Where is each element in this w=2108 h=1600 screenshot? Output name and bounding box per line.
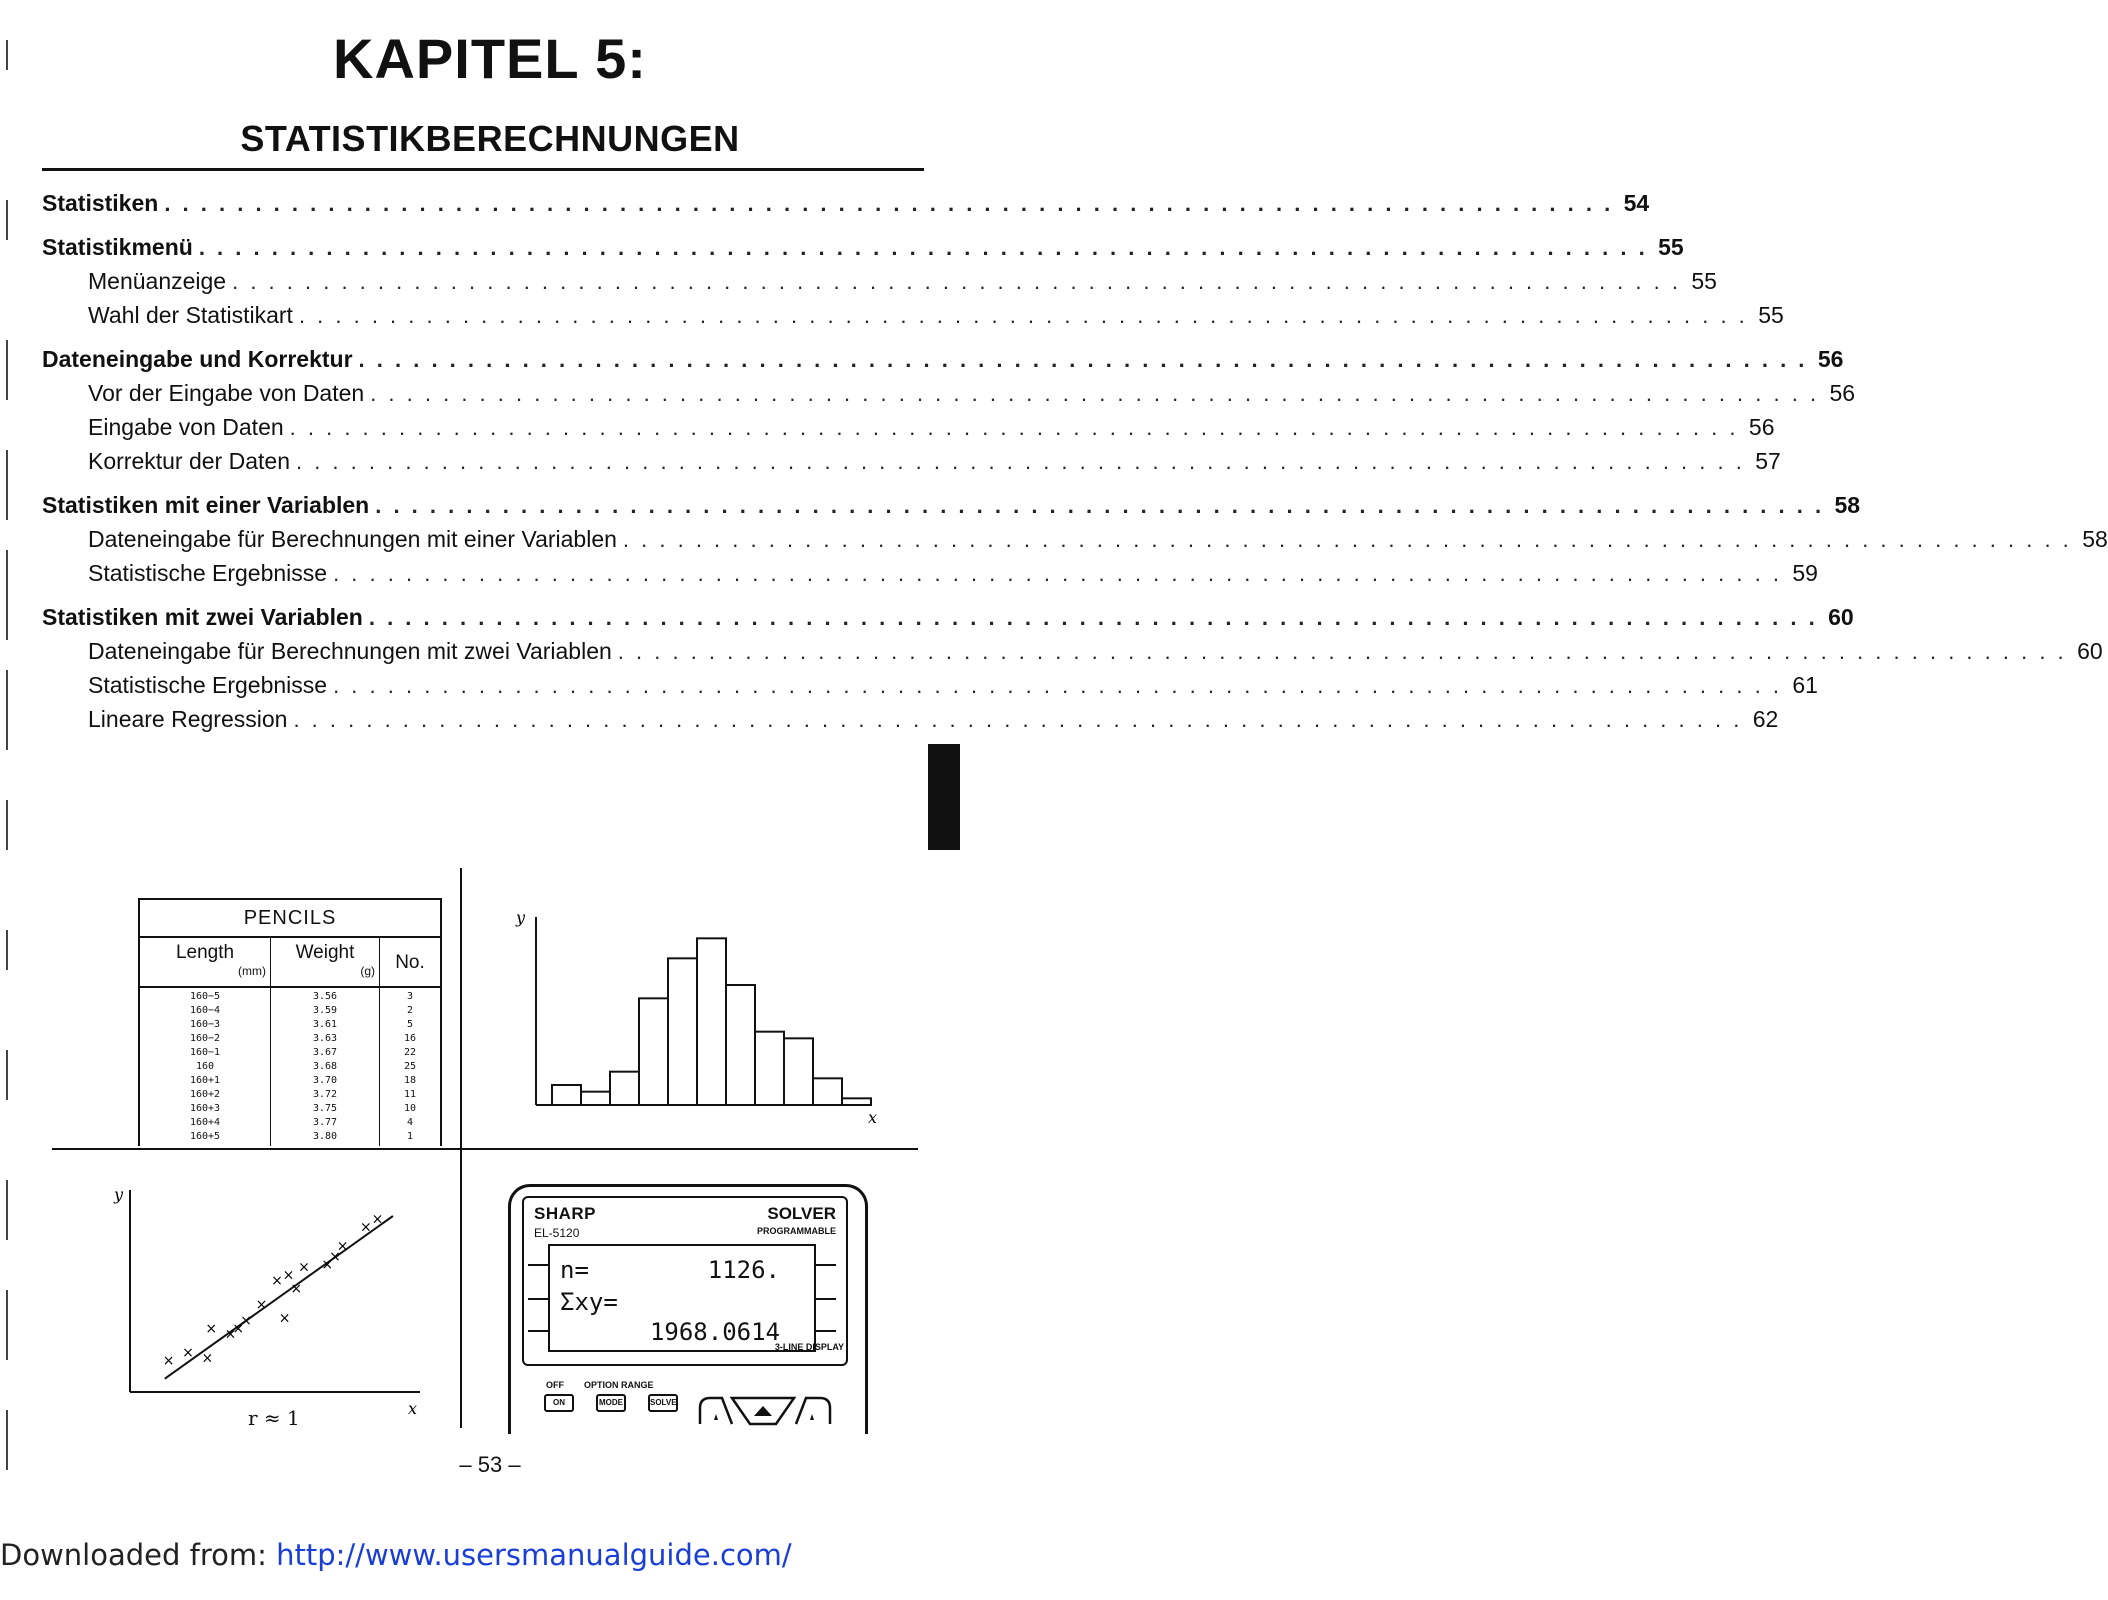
lcd-tick bbox=[816, 1330, 836, 1332]
footer-prefix: Downloaded from: bbox=[0, 1538, 277, 1572]
lcd-line3-value: 1968.0614 bbox=[649, 1318, 780, 1346]
toc-entry bbox=[42, 190, 1650, 220]
histogram-bar bbox=[697, 938, 726, 1105]
toc-entry bbox=[42, 414, 1775, 444]
lcd-tick bbox=[816, 1264, 836, 1266]
table-cell: 1 bbox=[406, 1131, 414, 1142]
toc-leader-dots: . . . . . . . . . . . . . . . . . . . . . . . . . . . . . . . . . . . . . . . . . . . . . . . . . . . . . . . . . . . . . . . . . . . . . . . . . . . . . . . . bbox=[622, 527, 2072, 552]
scatter-point: × bbox=[282, 1267, 295, 1284]
table-cell: 25 bbox=[403, 1061, 417, 1072]
table-cell: 3.68 bbox=[312, 1061, 338, 1072]
option-range-label: OPTION RANGE bbox=[584, 1380, 654, 1390]
scatter-point: × bbox=[240, 1313, 252, 1329]
calculator-model: EL-5120 bbox=[534, 1226, 580, 1240]
scatter-point: × bbox=[371, 1211, 384, 1228]
toc-leader-dots: . . . . . . . . . . . . . . . . . . . . . . . . . . . . . . . . . . . . . . . . . . . . . . . . . . . . . . . . . . . . . . . . . . . . . . . . . . . . . . . . bbox=[333, 673, 1782, 698]
table-cell: 3.75 bbox=[312, 1103, 338, 1114]
histogram-bar bbox=[726, 985, 755, 1105]
count-cells bbox=[380, 990, 440, 1144]
weight-cells bbox=[271, 990, 379, 1144]
toc-entry-label: Statistiken mit zwei Variablen bbox=[42, 604, 363, 630]
toc-entry-label: Wahl der Statistikart bbox=[88, 302, 293, 328]
count-column bbox=[380, 938, 440, 1146]
table-cell: 160+5 bbox=[189, 1131, 221, 1142]
table-cell: 3.59 bbox=[312, 1005, 338, 1016]
histogram-bar bbox=[552, 1085, 581, 1105]
toc-entry-page: 57 bbox=[1755, 448, 1781, 474]
chapter-tab-marker bbox=[928, 744, 960, 850]
count-header bbox=[380, 938, 440, 988]
table-cell: 3.63 bbox=[312, 1033, 338, 1044]
toc-entry-label: Statistische Ergebnisse bbox=[88, 560, 328, 586]
toc-entry bbox=[42, 302, 1784, 332]
toc-entry-page: 60 bbox=[2077, 638, 2103, 664]
table-cell: 4 bbox=[406, 1117, 414, 1128]
toc-leader-dots: . . . . . . . . . . . . . . . . . . . . . . . . . . . . . . . . . . . . . . . . . . . . . . . . . . . . . . . . . . . . . . . . . . . . . . . . . . . . . . . . bbox=[333, 561, 1782, 586]
table-cell: 11 bbox=[403, 1089, 417, 1100]
x-axis-label: x bbox=[408, 1399, 418, 1418]
histogram-bar bbox=[581, 1092, 610, 1105]
scatter-point: × bbox=[201, 1350, 214, 1367]
scatter-point: × bbox=[232, 1321, 245, 1337]
page-number: – 53 – bbox=[459, 1452, 521, 1477]
table-cell: 16 bbox=[403, 1033, 417, 1044]
table-cell: 160−5 bbox=[189, 991, 221, 1002]
table-cell: 160+4 bbox=[189, 1117, 221, 1128]
toc-entry-label: Statistikmenü bbox=[42, 234, 193, 260]
toc-entry-page: 62 bbox=[1752, 706, 1779, 732]
table-cell: 160−3 bbox=[189, 1019, 221, 1030]
scatter-point: × bbox=[271, 1273, 283, 1289]
weight-header-label: Weight bbox=[295, 942, 355, 963]
scatter-point: × bbox=[321, 1257, 334, 1273]
correlation-label: r ≈ 1 bbox=[248, 1406, 300, 1430]
table-cell: 160−4 bbox=[189, 1005, 221, 1016]
toc-entry-page: 61 bbox=[1792, 672, 1818, 698]
y-axis-label: y bbox=[516, 908, 526, 927]
scatter-point: × bbox=[329, 1249, 341, 1265]
length-header bbox=[140, 938, 270, 988]
lcd-line1-label: n= bbox=[560, 1256, 589, 1284]
lcd-line1-value: 1126. bbox=[707, 1256, 780, 1284]
toc-entry-page: 55 bbox=[1758, 302, 1784, 328]
toc-entry bbox=[42, 492, 1861, 522]
toc-leader-dots: . . . . . . . . . . . . . . . . . . . . . . . . . . . . . . . . . . . . . . . . . . . . . . . . . . . . . . . . . . . . . . . . . . . . . . . . . . . . . . . . bbox=[164, 191, 1614, 216]
table-cell: 160 bbox=[195, 1061, 215, 1072]
toc-entry-page: 55 bbox=[1658, 234, 1684, 260]
toc-leader-dots: . . . . . . . . . . . . . . . . . . . . . . . . . . . . . . . . . . . . . . . . . . . . . . . . . . . . . . . . . . . . . . . . . . . . . . . . . . . . . . . . bbox=[298, 303, 1748, 328]
table-cell: 160−2 bbox=[189, 1033, 221, 1044]
histogram-bar bbox=[610, 1072, 639, 1105]
table-title: PENCILS bbox=[140, 900, 440, 938]
lcd-tick bbox=[528, 1330, 548, 1332]
toc-leader-dots: . . . . . . . . . . . . . . . . . . . . . . . . . . . . . . . . . . . . . . . . . . . . . . . . . . . . . . . . . . . . . . . . . . . . . . . . . . . . . . . . bbox=[370, 381, 1820, 406]
toc-entry-label: Eingabe von Daten bbox=[88, 414, 284, 440]
toc-entry-label: Statistische Ergebnisse bbox=[88, 672, 328, 698]
scatter-point: × bbox=[182, 1345, 194, 1361]
toc-entry-page: 58 bbox=[2082, 526, 2108, 552]
toc-entry bbox=[42, 346, 1844, 376]
toc-leader-dots: . . . . . . . . . . . . . . . . . . . . . . . . . . . . . . . . . . . . . . . . . . . . . . . . . . . . . . . . . . . . . . . . . . . . . . . . . . . . . . . . bbox=[358, 347, 1808, 372]
table-cell: 3.77 bbox=[312, 1117, 338, 1128]
y-axis-label: y bbox=[114, 1185, 124, 1204]
chapter-title: KAPITEL 5: bbox=[333, 27, 647, 90]
calculator-name: SOLVER bbox=[767, 1204, 836, 1223]
display-label: 3-LINE DISPLAY bbox=[774, 1342, 844, 1352]
toc-entry-label: Menüanzeige bbox=[88, 268, 227, 294]
toc-leader-dots: . . . . . . . . . . . . . . . . . . . . . . . . . . . . . . . . . . . . . . . . . . . . . . . . . . . . . . . . . . . . . . . . . . . . . . . . . . . . . . . . bbox=[198, 235, 1648, 260]
toc-entry-label: Dateneingabe und Korrektur bbox=[42, 346, 353, 372]
chapter-subtitle: STATISTIKBERECHNUNGEN bbox=[240, 118, 740, 159]
scatter-point: × bbox=[278, 1310, 291, 1327]
calculator-display-panel bbox=[522, 1196, 848, 1366]
table-cell: 160−1 bbox=[189, 1047, 221, 1058]
toc-entry bbox=[42, 380, 1856, 410]
calculator-subname: PROGRAMMABLE bbox=[757, 1226, 836, 1236]
toc-entry-label: Dateneingabe für Berechnungen mit zwei Variablen bbox=[88, 638, 612, 664]
toc-leader-dots: . . . . . . . . . . . . . . . . . . . . . . . . . . . . . . . . . . . . . . . . . . . . . . . . . . . . . . . . . . . . . . . . . . . . . . . . . . . . . . . . bbox=[289, 415, 1739, 440]
table-cell: 160+1 bbox=[189, 1075, 221, 1086]
lcd-tick bbox=[528, 1298, 548, 1300]
toc-entry-label: Statistiken bbox=[42, 190, 159, 216]
histogram-bar bbox=[784, 1038, 813, 1105]
toc-leader-dots: . . . . . . . . . . . . . . . . . . . . . . . . . . . . . . . . . . . . . . . . . . . . . . . . . . . . . . . . . . . . . . . . . . . . . . . . . . . . . . . . bbox=[293, 707, 1743, 732]
regression-line bbox=[162, 1216, 393, 1379]
table-cell: 18 bbox=[403, 1075, 417, 1086]
toc-entry-label: Dateneingabe für Berechnungen mit einer Variablen bbox=[88, 526, 617, 552]
scatter-point: × bbox=[255, 1297, 268, 1313]
on-button: ON bbox=[544, 1394, 574, 1412]
lcd-line2-label: Σxy= bbox=[560, 1288, 618, 1316]
scatter-point: × bbox=[205, 1321, 218, 1337]
lcd-tick bbox=[816, 1298, 836, 1300]
table-cell: 3.80 bbox=[312, 1131, 338, 1142]
scan-edge-marks bbox=[6, 30, 8, 1490]
cursor-keys-icon bbox=[694, 1386, 844, 1426]
histogram-bar bbox=[639, 998, 668, 1105]
toc-leader-dots: . . . . . . . . . . . . . . . . . . . . . . . . . . . . . . . . . . . . . . . . . . . . . . . . . . . . . . . . . . . . . . . . . . . . . . . . . . . . . . . . bbox=[232, 269, 1681, 294]
calculator-lcd bbox=[548, 1244, 816, 1352]
off-label: OFF bbox=[546, 1380, 564, 1390]
toc-entry-page: 56 bbox=[1748, 414, 1775, 440]
table-cell: 160+2 bbox=[189, 1089, 221, 1100]
table-cell: 3.61 bbox=[312, 1019, 338, 1030]
table-cell: 2 bbox=[406, 1005, 414, 1016]
scatter-point: × bbox=[162, 1353, 175, 1369]
toc-entry bbox=[42, 234, 1684, 264]
toc-entry-label: Vor der Eingabe von Daten bbox=[88, 380, 365, 406]
toc-entry bbox=[42, 672, 1818, 702]
length-header-label: Length bbox=[175, 942, 235, 963]
table-cell: 10 bbox=[403, 1103, 417, 1114]
toc-entry bbox=[42, 526, 2108, 556]
toc-leader-dots: . . . . . . . . . . . . . . . . . . . . . . . . . . . . . . . . . . . . . . . . . . . . . . . . . . . . . . . . . . . . . . . . . . . . . . . . . . . . . . . . bbox=[375, 493, 1825, 518]
toc-entry-page: 55 bbox=[1691, 268, 1717, 294]
toc-entry-page: 58 bbox=[1834, 492, 1861, 518]
toc-entry bbox=[42, 448, 1781, 478]
table-cell: 5 bbox=[406, 1019, 414, 1030]
table-cell: 22 bbox=[403, 1047, 417, 1058]
table-cell: 3.67 bbox=[312, 1047, 338, 1058]
toc-entry-label: Korrektur der Daten bbox=[88, 448, 290, 474]
weight-header-unit: (g) bbox=[360, 964, 375, 978]
histogram-bar bbox=[813, 1078, 842, 1105]
length-header-unit: (mm) bbox=[238, 964, 266, 978]
scatter-point: × bbox=[290, 1281, 303, 1297]
toc-entry-page: 56 bbox=[1829, 380, 1856, 406]
calculator-brand: SHARP bbox=[534, 1204, 597, 1223]
scatter-point: × bbox=[336, 1238, 349, 1255]
table-cell: 3.56 bbox=[312, 991, 338, 1002]
table-cell: 3 bbox=[406, 991, 414, 1002]
toc-entry-page: 60 bbox=[1828, 604, 1854, 630]
weight-header bbox=[271, 938, 379, 988]
toc-leader-dots: . . . . . . . . . . . . . . . . . . . . . . . . . . . . . . . . . . . . . . . . . . . . . . . . . . . . . . . . . . . . . . . . . . . . . . . . . . . . . . . . bbox=[368, 605, 1818, 630]
toc-entry bbox=[42, 638, 2103, 668]
mode-button: MODE bbox=[596, 1394, 626, 1412]
toc-entry-page: 59 bbox=[1792, 560, 1818, 586]
pencils-table bbox=[138, 898, 442, 1146]
toc-entry-label: Statistiken mit einer Variablen bbox=[42, 492, 370, 518]
calculator-illustration bbox=[508, 1184, 868, 1424]
histogram-bar bbox=[842, 1098, 871, 1105]
toc-entry-page: 56 bbox=[1817, 346, 1844, 372]
table-cell: 3.72 bbox=[312, 1089, 338, 1100]
histogram-bar bbox=[755, 1032, 784, 1105]
length-column bbox=[140, 938, 271, 1146]
table-cell: 160+3 bbox=[189, 1103, 221, 1114]
histogram-bar bbox=[668, 958, 697, 1105]
lcd-tick bbox=[528, 1264, 548, 1266]
toc-entry bbox=[42, 268, 1717, 298]
footer-link[interactable]: http://www.usersmanualguide.com/ bbox=[276, 1538, 792, 1572]
toc-entry bbox=[42, 706, 1779, 736]
toc-entry-page: 54 bbox=[1623, 190, 1650, 216]
scatter-point: × bbox=[359, 1219, 372, 1236]
count-header-label: No. bbox=[395, 952, 425, 973]
toc-entry-label: Lineare Regression bbox=[88, 706, 288, 732]
download-footer bbox=[0, 1538, 792, 1572]
weight-column bbox=[271, 938, 380, 1146]
toc-leader-dots: . . . . . . . . . . . . . . . . . . . . . . . . . . . . . . . . . . . . . . . . . . . . . . . . . . . . . . . . . . . . . . . . . . . . . . . . . . . . . . . . bbox=[617, 639, 2067, 664]
header-rule bbox=[42, 168, 924, 171]
figure-divider-horizontal bbox=[52, 1148, 918, 1150]
toc-entry bbox=[42, 560, 1818, 590]
table-cell: 3.70 bbox=[312, 1075, 338, 1086]
toc-entry bbox=[42, 604, 1854, 634]
toc-leader-dots: . . . . . . . . . . . . . . . . . . . . . . . . . . . . . . . . . . . . . . . . . . . . . . . . . . . . . . . . . . . . . . . . . . . . . . . . . . . . . . . . bbox=[295, 449, 1745, 474]
x-axis-label: x bbox=[868, 1108, 878, 1127]
length-cells bbox=[140, 990, 270, 1144]
scatter-point: × bbox=[224, 1326, 237, 1343]
solve-button: SOLVE bbox=[648, 1394, 678, 1412]
histogram-chart bbox=[510, 905, 890, 1130]
scatter-point: × bbox=[298, 1259, 310, 1276]
